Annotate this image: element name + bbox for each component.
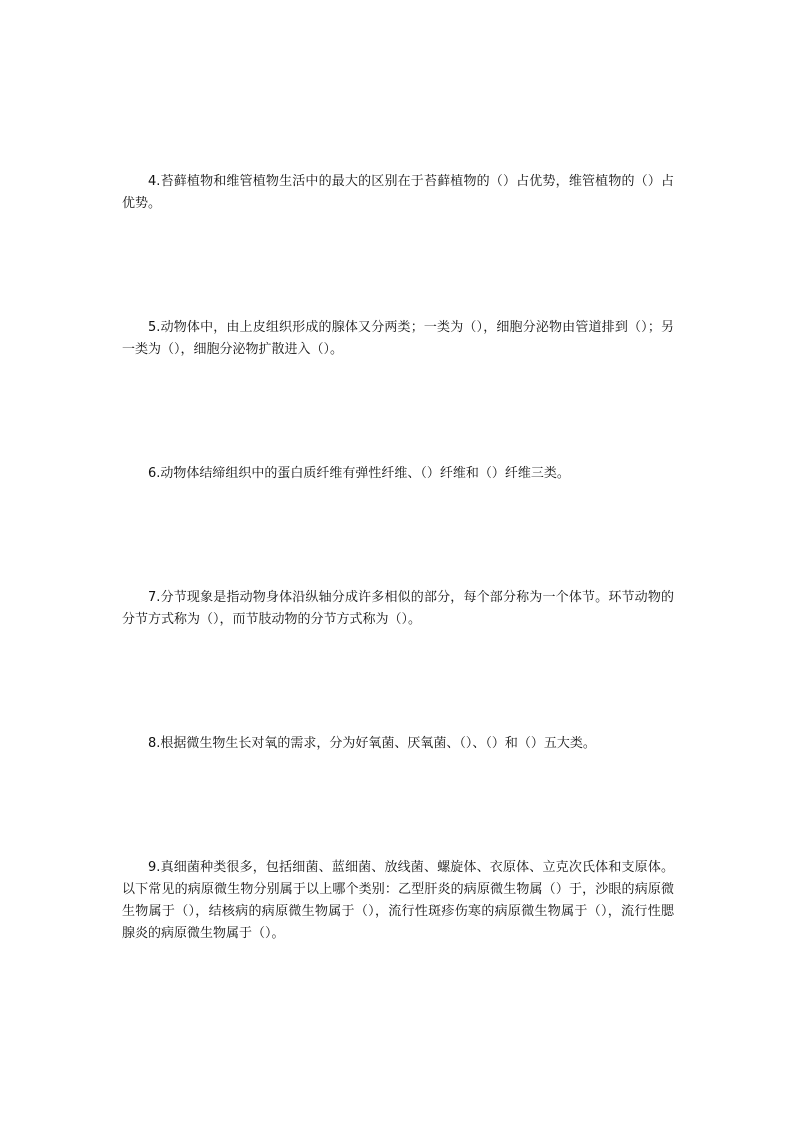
question-6: 6.动物体结缔组织中的蛋白质纤维有弹性纤维、（）纤维和（）纤维三类。 <box>148 466 570 481</box>
question-4: 4.苔藓植物和维管植物生活中的最大的区别在于苔藓植物的（）占优势，维管植物的（）占优势。 <box>122 174 674 211</box>
question-5: 5.动物体中，由上皮组织形成的腺体又分两类；一类为（），细胞分泌物由管道排到（）；另一类为（），细胞分泌物扩散进入（）。 <box>122 320 674 357</box>
question-9: 9.真细菌种类很多，包括细菌、蓝细菌、放线菌、螺旋体、衣原体、立克次氏体和支原体。以下常见的病原微生物分别属于以上哪个类别：乙型肝炎的病原微生物属（）于，沙眼的病原微生物属于（），结核病的病原微生物属于（），流行性斑疹伤寒的病原微生物属于（），流行性腮腺炎的病原微生物属于（）。 <box>122 860 674 941</box>
question-7: 7.分节现象是指动物身体沿纵轴分成许多相似的部分，每个部分称为一个体节。环节动物的分节方式称为（），而节肢动物的分节方式称为（）。 <box>122 590 674 627</box>
question-8: 8.根据微生物生长对氧的需求，分为好氧菌、厌氧菌、（）、（）和（）五大类。 <box>148 736 596 751</box>
